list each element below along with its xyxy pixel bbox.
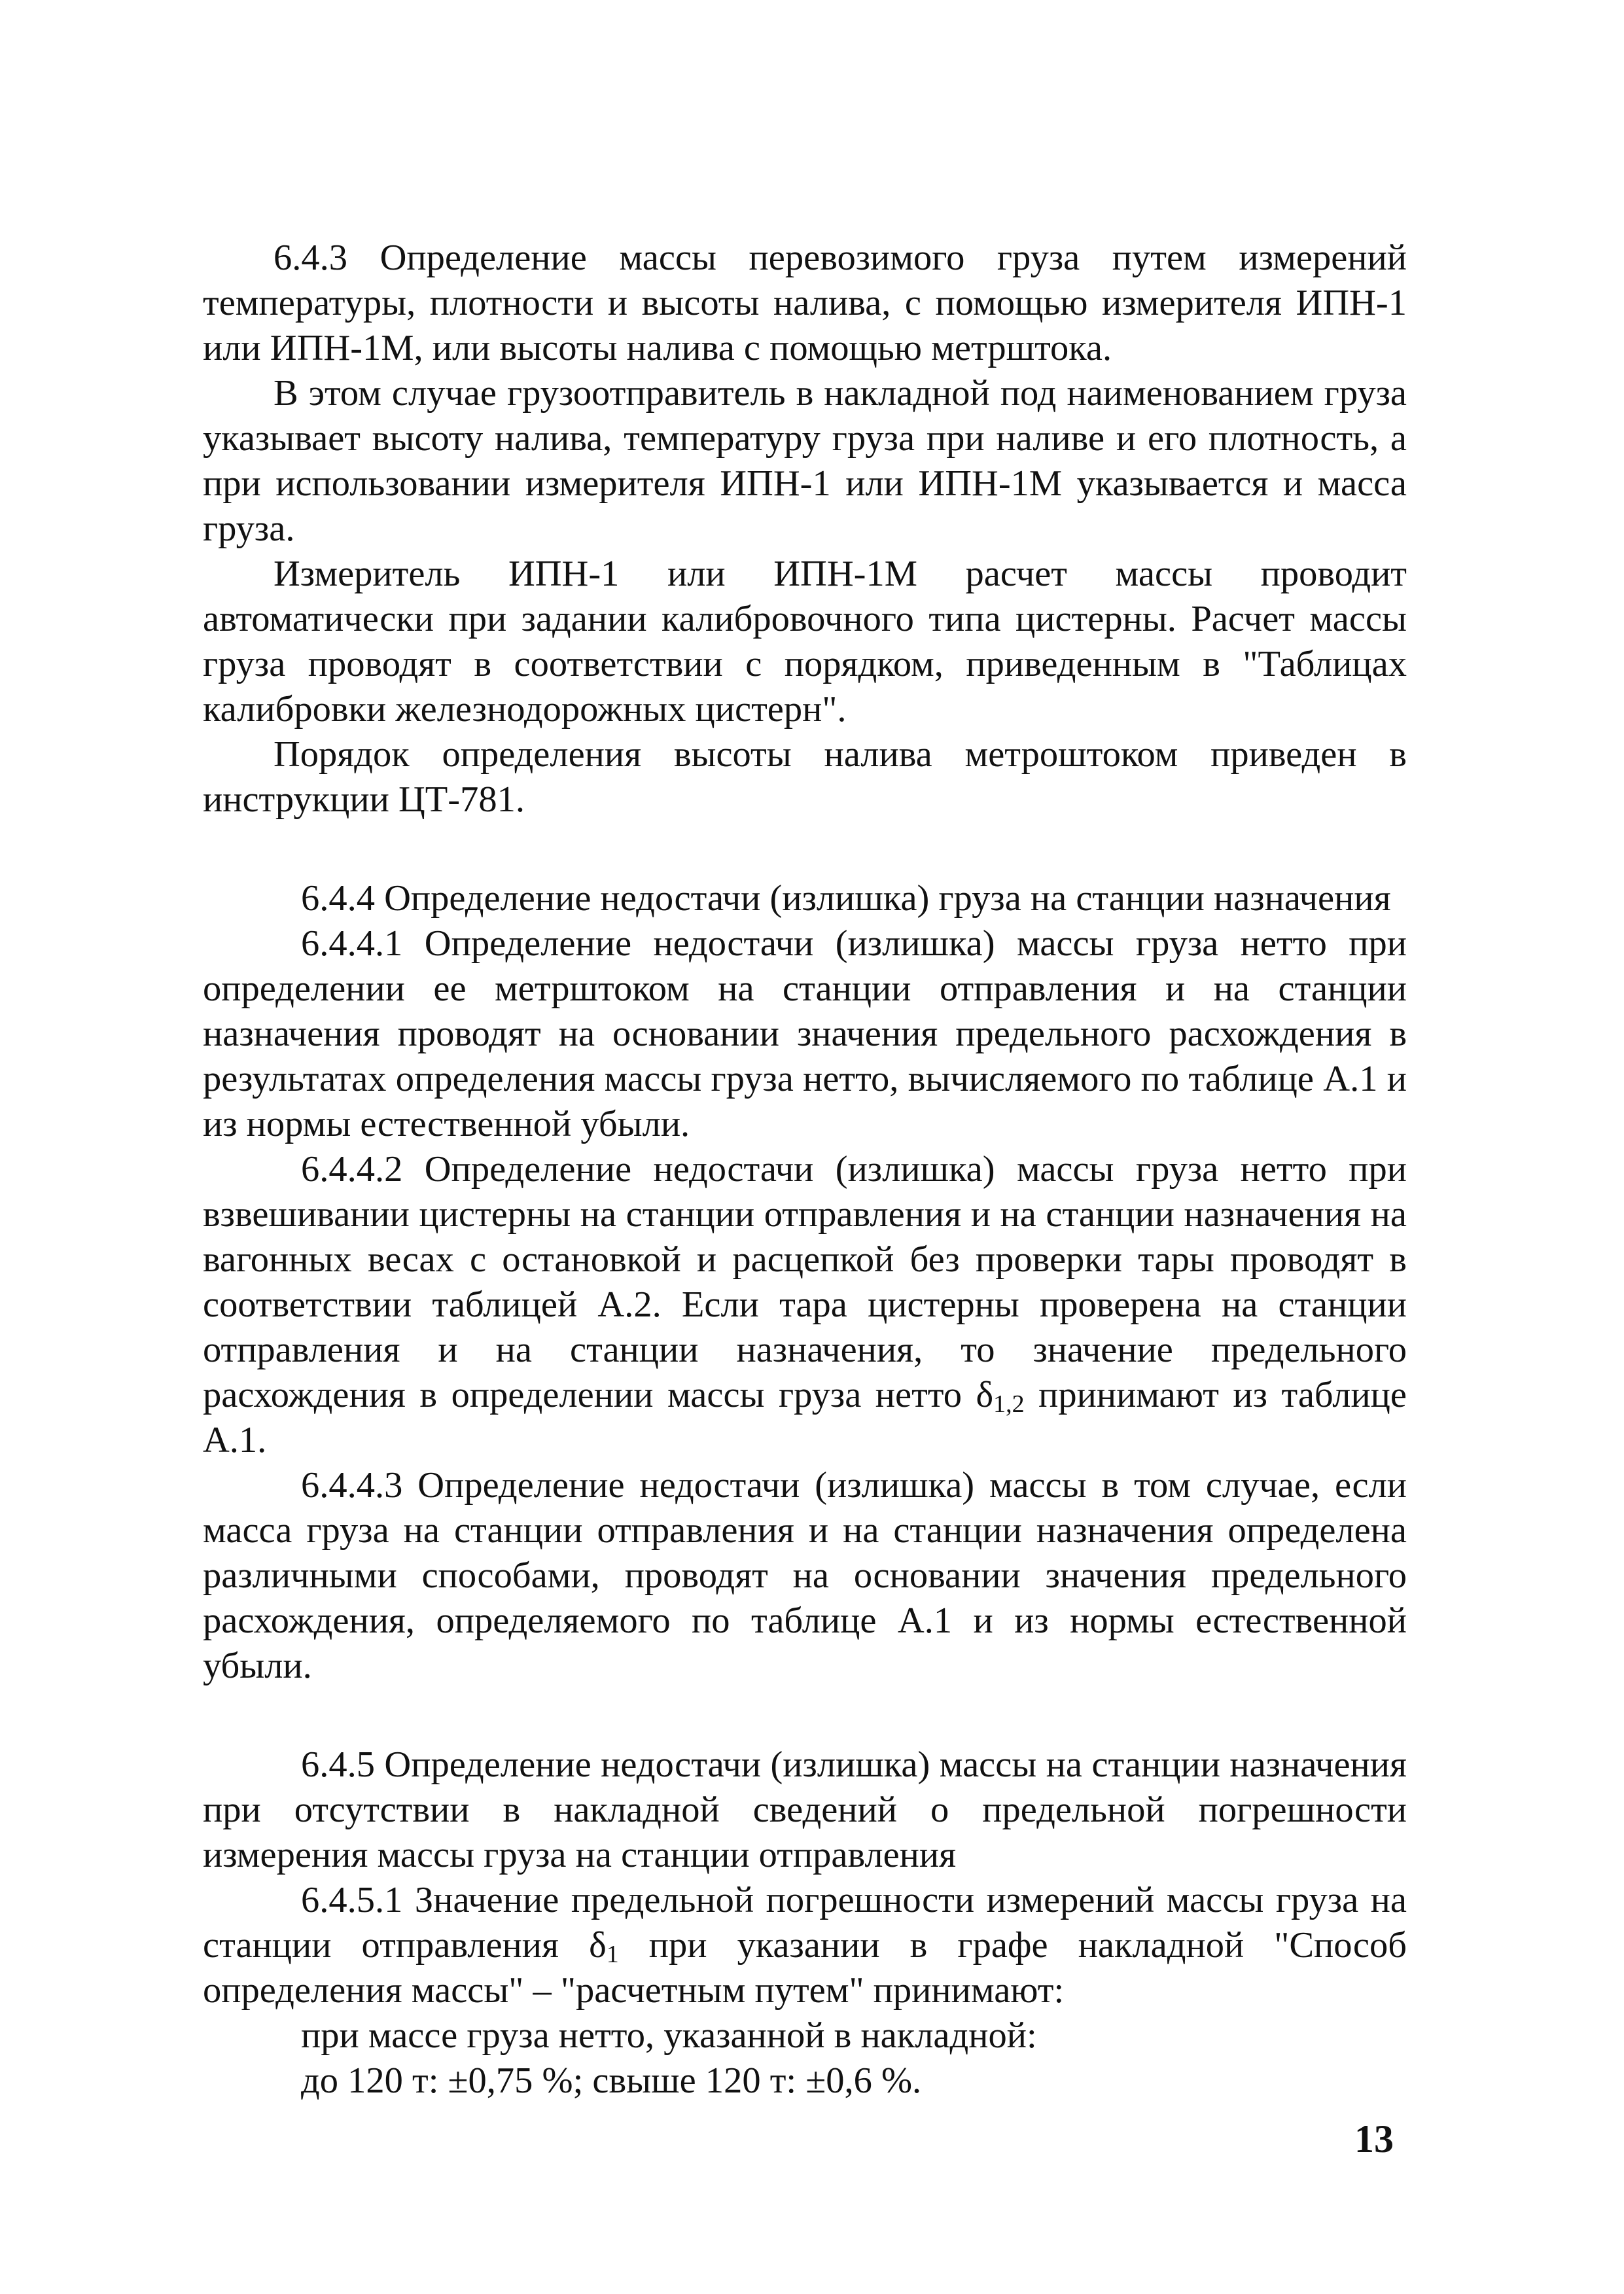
section-6-4-3-paragraph-c: Порядок определения высоты налива метроштоком приведен в инструкции ЦТ-781. — [203, 734, 1407, 820]
section-6-4-3-heading-paragraph: 6.4.3 Определение массы перевозимого груза путем измерений температуры, плотности и высоты налива, с помощью измерителя ИПН-1 или ИПН-1М, или высоты налива с помощью метрштока. — [203, 238, 1407, 368]
section-6-4-5-1-paragraph — [203, 1878, 1407, 2013]
section-6-4-3-paragraph-a: В этом случае грузоотправитель в накладной под наименованием груза указывает высоту налива, температуру груза при наливе и его плотность, а при использовании измерителя ИПН-1 или ИПН-1М указывается и масса груза. — [203, 373, 1407, 549]
section-6-4-5-1-text-after: при указании в графе накладной "Способ определения массы" – "расчетным путем" принимают: — [203, 1925, 1407, 2011]
delta-subscript-1-2: 1,2 — [993, 1390, 1025, 1418]
page-number: 13 — [1354, 2117, 1394, 2161]
section-6-4-4-heading: 6.4.4 Определение недостачи (излишка) груза на станции назначения — [301, 878, 1391, 919]
section-6-4-4-2-text-after: принимают из таблице А.1. — [203, 1375, 1407, 1460]
section-6-4-4-3-paragraph: 6.4.4.3 Определение недостачи (излишка) массы в том случае, если масса груза на станции отправления и на станции назначения определена различными способами, проводят на основании значения предельного расхождения, определяемого по таблице А.1 и из нормы естественной убыли. — [203, 1465, 1407, 1686]
net-mass-line: при массе груза нетто, указанной в накладной: — [301, 2015, 1037, 2056]
section-6-4-4-2-paragraph — [203, 1147, 1407, 1463]
section-6-4-3-paragraph-b: Измеритель ИПН-1 или ИПН-1М расчет массы проводит автоматически при задании калибровочного типа цистерны. Расчет массы груза проводят в соответствии с порядком, приведенным в "Таблицах калибровки железнодорожных цистерн". — [203, 554, 1407, 730]
section-6-4-5-1-text-before: 6.4.5.1 Значение предельной погрешности измерений массы груза на станции отправления δ — [203, 1880, 1407, 1966]
section-gap — [203, 1689, 1407, 1742]
delta-subscript-1: 1 — [606, 1941, 619, 1968]
section-gap — [203, 822, 1407, 876]
section-6-4-4-1-paragraph: 6.4.4.1 Определение недостачи (излишка) массы груза нетто при определении ее метрштоком на станции отправления и на станции назначения проводят на основании значения предельного расхождения в результатах определения массы груза нетто, вычисляемого по таблице А.1 и из нормы естественной убыли. — [203, 923, 1407, 1144]
tolerance-line: до 120 т: ±0,75 %; свыше 120 т: ±0,6 %. — [301, 2060, 922, 2101]
body-text — [203, 236, 1407, 2104]
section-6-4-5-heading: 6.4.5 Определение недостачи (излишка) массы на станции назначения при отсутствии в накладной сведений о предельной погрешности измерения массы груза на станции отправления — [203, 1744, 1407, 1875]
section-6-4-4-2-text-before: 6.4.4.2 Определение недостачи (излишка) массы груза нетто при взвешивании цистерны на станции отправления и на станции назначения на вагонных весах с остановкой и расцепкой без проверки тары проводят в соответствии таблицей А.2. Если тара цистерны проверена на станции отправления и на станции назначения, то значение предельного расхождения в определении массы груза нетто δ — [203, 1149, 1407, 1415]
